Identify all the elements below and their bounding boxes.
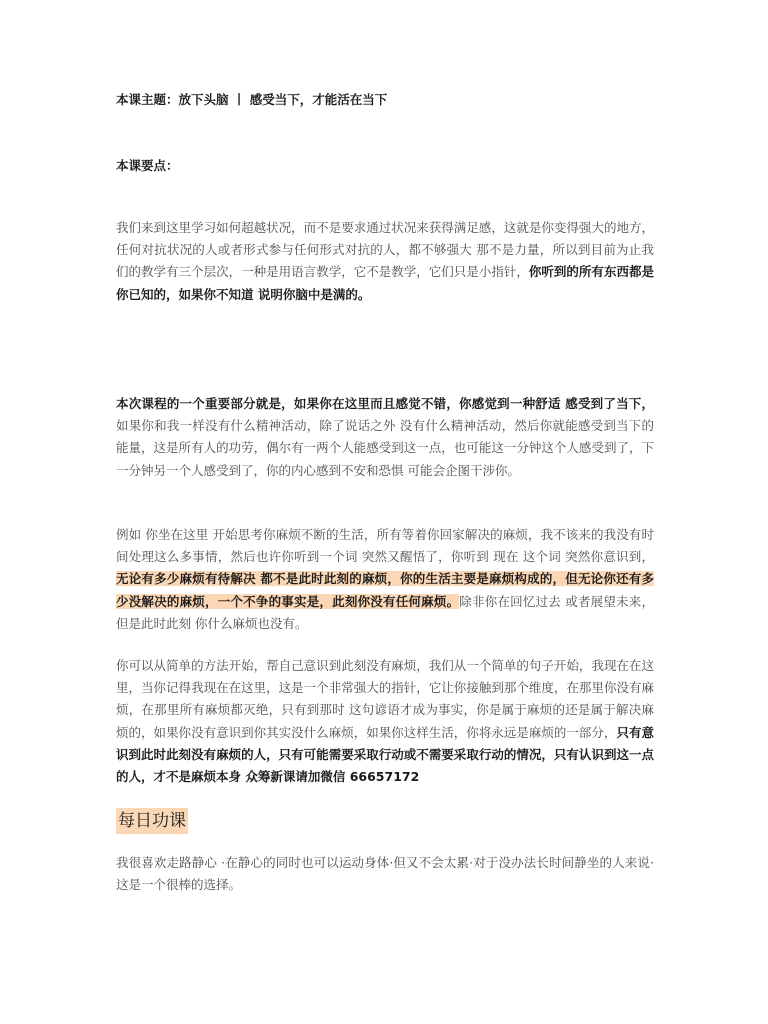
paragraph-4 — [116, 655, 654, 788]
paragraph-4-text: 你可以从简单的方法开始，帮自己意识到此刻没有麻烦，我们从一个简单的句子开始，我现在在这里，当你记得我现在在这里，这是一个非常强大的指针，它让你接触到那个维度，在那里你没有麻烦，在那里所有麻烦都灭绝，只有到那时 这句谚语才成为事实，你是属于麻烦的还是属于解决麻烦的，如果你没有意识到你其实没什么麻烦，如果你这样生活，你将永远是麻烦的一部分， — [116, 658, 654, 740]
paragraph-3 — [116, 524, 654, 635]
paragraph-2-bold: 本次课程的一个重要部分就是，如果你在这里而且感觉不错，你感觉到一种舒适 感受到了当下， — [116, 396, 654, 411]
paragraph-5: 我很喜欢走路静心 ·在静心的同时也可以运动身体·但又不会太累·对于没办法长时间静坐的人来说·这是一个很棒的选择。 — [116, 855, 654, 893]
daily-lesson-heading: 每日功课 — [116, 808, 188, 834]
paragraph-2-text: 如果你和我一样没有什么精神活动，除了说话之外 没有什么精神活动，然后你就能感受到当下的能量，这是所有人的功劳，偶尔有一两个人能感受到这一点，也可能这一分钟这个人感受到了，下一分钟另一个人感受到了，你的内心感到不安和恐惧 可能会企图干涉你。 — [116, 418, 654, 478]
paragraph-1-text: 我们来到这里学习如何超越状况，而不是要求通过状况来获得满足感，这就是你变得强大的地方，任何对抗状况的人或者形式参与任何形式对抗的人，都不够强大 那不是力量，所以到目前为止我们的教学有三个层次，一种是用语言教学，它不是教学，它们只是小指针， — [116, 220, 654, 280]
key-points-heading: 本课要点： — [116, 158, 179, 173]
paragraph-1 — [116, 217, 654, 306]
paragraph-2 — [116, 393, 654, 482]
paragraph-4-bold: 只有意识到此时此刻没有麻烦的人，只有可能需要采取行动或不需要采取行动的情况，只有认识到这一点的人，才不是麻烦本身 众筹新课请加微信 66657172 — [116, 724, 654, 785]
paragraph-1-bold: 你听到的所有东西都是你已知的，如果你不知道 说明你脑中是满的。 — [116, 264, 654, 302]
paragraph-3-highlight: 无论有多少麻烦有待解决 都不是此时此刻的麻烦，你的生活主要是麻烦构成的，但无论你还有多少没解决的麻烦，一个不争的事实是，此刻你没有任何麻烦。 — [116, 571, 654, 609]
paragraph-3-text-end: 除非你在回忆过去 或者展望未来，但是此时此刻 你什么麻烦也没有。 — [116, 593, 654, 631]
lesson-title: 本课主题：放下头脑 丨 感受当下，才能活在当下 — [116, 92, 388, 107]
paragraph-3-text-start: 例如 你坐在这里 开始思考你麻烦不断的生活，所有等着你回家解决的麻烦，我不该来的我没有时间处理这么多事情，然后也许你听到一个词 突然又醒悟了，你听到 现在 这个词 突然你意识到， — [116, 527, 654, 565]
